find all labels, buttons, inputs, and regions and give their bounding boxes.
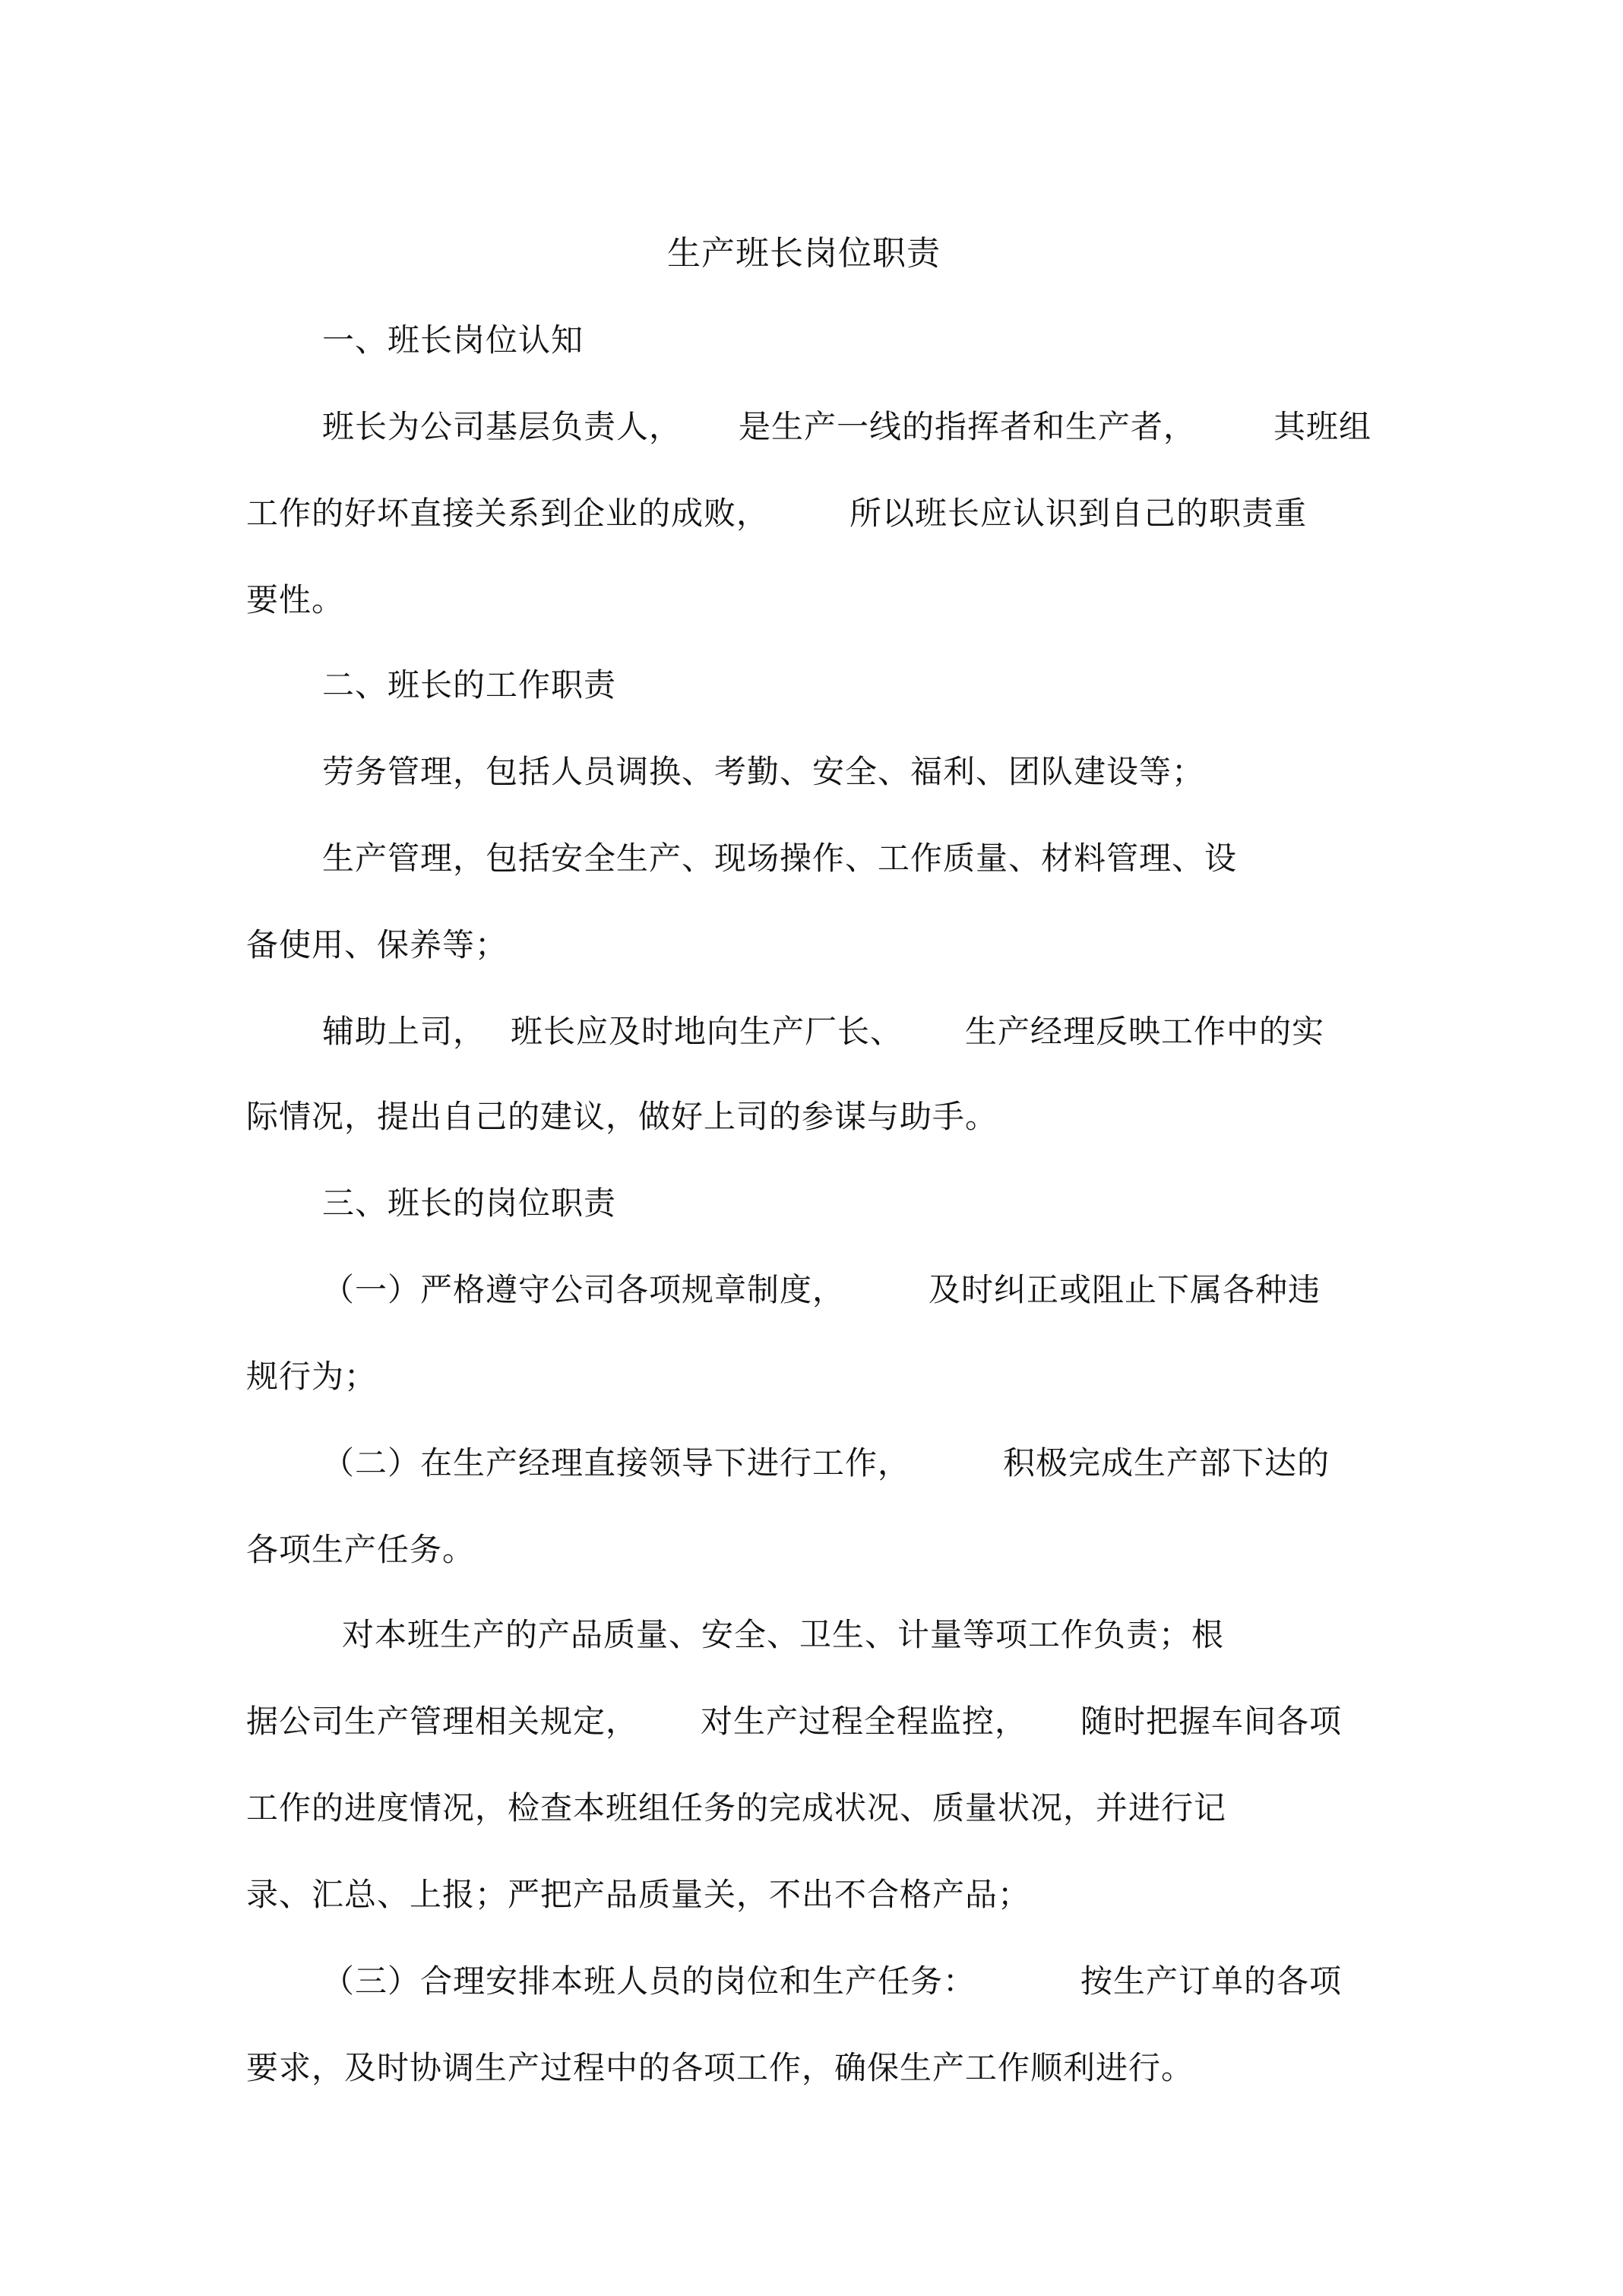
text-line: 随时把握车间各项 xyxy=(1080,1703,1343,1740)
text-line: 班长为公司基层负责人， xyxy=(322,408,682,445)
text-line: 按生产订单的各项 xyxy=(1080,1962,1343,2000)
text-line: 对本班生产的产品质量、安全、卫生、计量等项工作负责；根 xyxy=(342,1616,1225,1653)
text-line: 辅助上司， xyxy=(322,1013,486,1050)
section-heading: 二、班长的工作职责 xyxy=(322,666,617,704)
text-line: 工作的进度情况，检查本班组任务的完成状况、质量状况，并进行记 xyxy=(246,1789,1227,1826)
text-line: 劳务管理，包括人员调换、考勤、安全、福利、团队建设等； xyxy=(322,753,1205,790)
section-heading: 三、班长的岗位职责 xyxy=(322,1184,617,1222)
text-line: 据公司生产管理相关规定， xyxy=(246,1703,639,1740)
text-line: 规行为； xyxy=(246,1358,378,1395)
text-line: 要性。 xyxy=(246,581,345,618)
text-line: 各项生产任务。 xyxy=(246,1531,476,1568)
text-line: 对生产过程全程监控， xyxy=(701,1703,1028,1740)
text-line: 班长应及时地向生产厂长、 xyxy=(511,1013,903,1050)
text-line: 是生产一线的指挥者和生产者， xyxy=(739,408,1197,445)
text-line: 其班组 xyxy=(1273,408,1372,445)
text-line: 备使用、保养等； xyxy=(246,926,508,963)
text-line: （一）严格遵守公司各项规章制度， xyxy=(322,1271,846,1308)
text-line: 要求，及时协调生产过程中的各项工作，确保生产工作顺利进行。 xyxy=(246,2049,1194,2086)
text-line: 录、汇总、上报；严把产品质量关，不出不合格产品； xyxy=(246,1876,1031,1913)
text-line: （三）合理安排本班人员的岗位和生产任务： xyxy=(322,1962,976,2000)
text-line: 生产经理反映工作中的实 xyxy=(965,1013,1325,1050)
text-line: 生产管理，包括安全生产、现场操作、工作质量、材料管理、设 xyxy=(322,840,1238,877)
text-line: 际情况，提出自己的建议，做好上司的参谋与助手。 xyxy=(246,1098,998,1135)
text-line: 所以班长应认识到自己的职责重 xyxy=(849,495,1308,532)
page-title: 生产班长岗位职责 xyxy=(667,234,941,273)
text-line: （二）在生产经理直接领导下进行工作， xyxy=(322,1444,911,1482)
text-line: 及时纠正或阻止下属各种违 xyxy=(929,1271,1321,1308)
section-heading: 一、班长岗位认知 xyxy=(322,321,584,359)
text-line: 工作的好坏直接关系到企业的成败， xyxy=(246,495,770,532)
text-line: 积极完成生产部下达的 xyxy=(1003,1444,1330,1482)
